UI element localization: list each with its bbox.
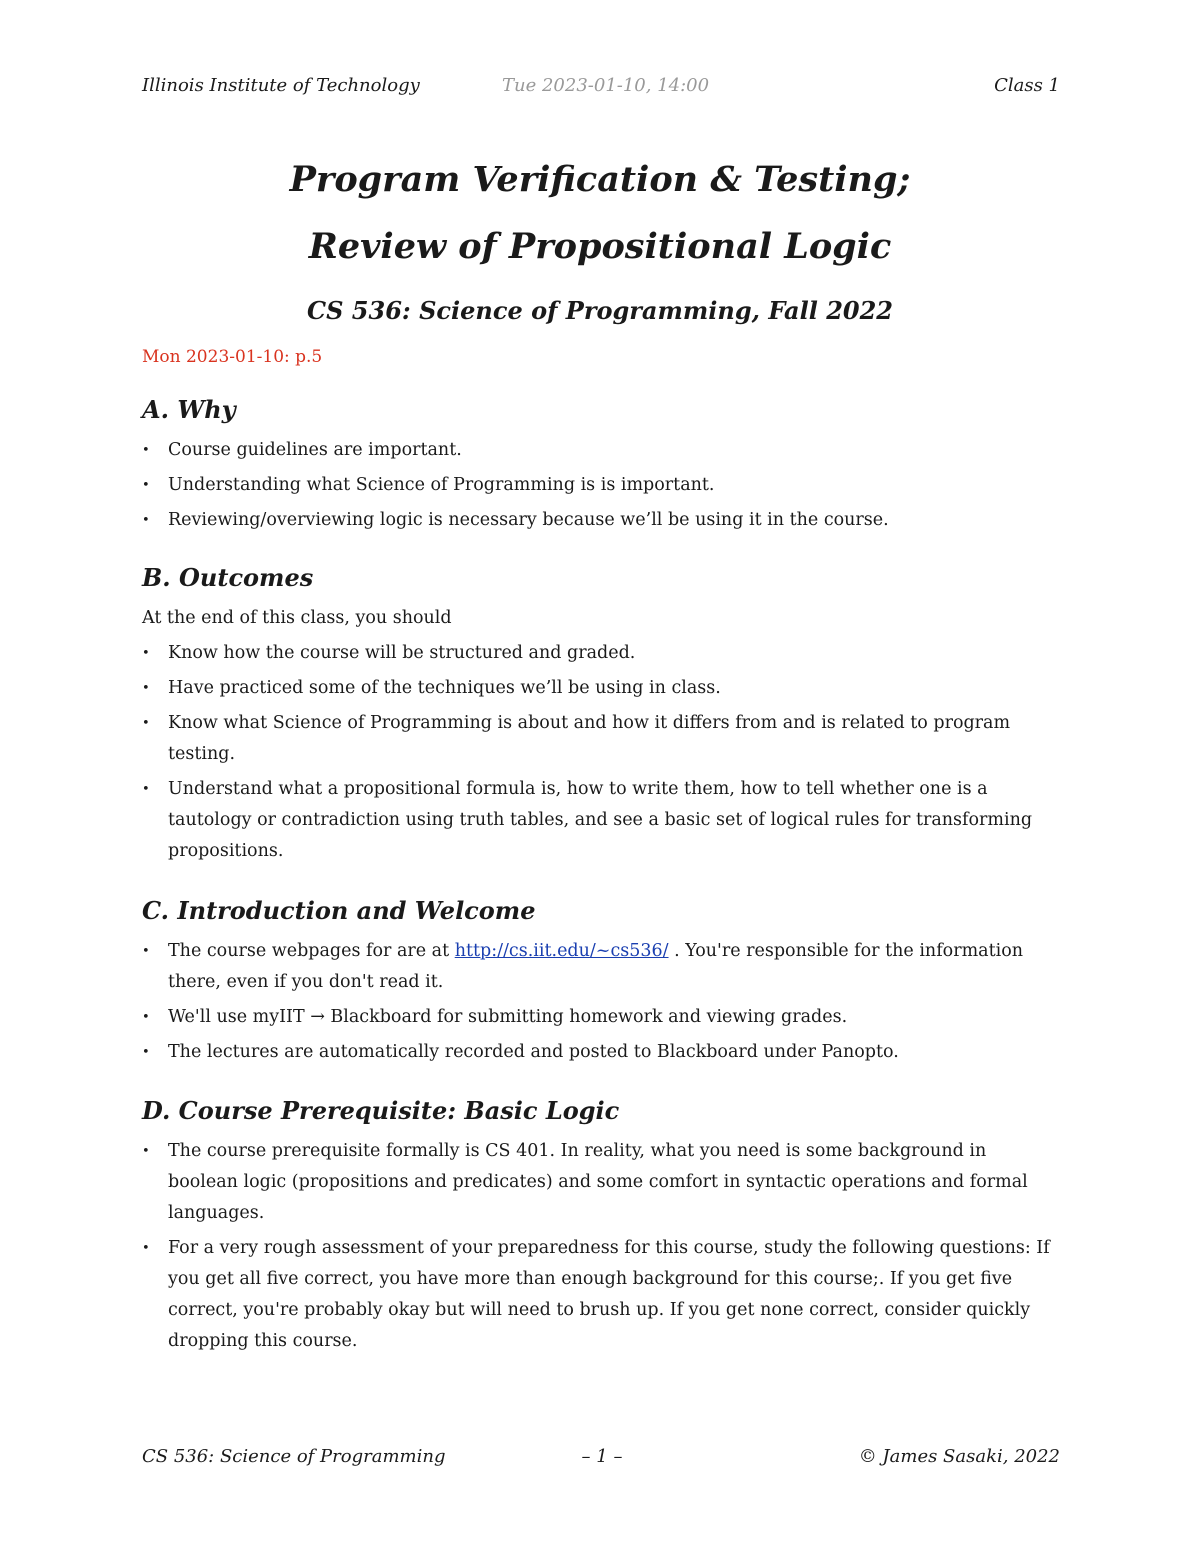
title-line-2: Review of Propositional Logic (308, 226, 892, 267)
section-outcomes (142, 561, 1060, 871)
bullet-icon: • (142, 782, 150, 797)
bullet-icon: • (142, 443, 150, 458)
webpage-text-after: . You're responsible for the information there, even if you don't read it. (168, 941, 1024, 992)
prerequisite-list (142, 1136, 1060, 1357)
course-subtitle: CS 536: Science of Programming, Fall 2022 (307, 296, 893, 325)
list-item-text: The course prerequisite formally is CS 401. In reality, what you need is some background in boolean logic (propositions and predicates) and some comfort in syntactic operations and formal languages. (168, 1141, 1028, 1223)
list-item (142, 470, 1060, 501)
list-item (142, 505, 1060, 536)
why-list (142, 435, 1060, 536)
bullet-icon: • (142, 1144, 150, 1159)
list-item-text: Have practiced some of the techniques we’ll be using in class. (168, 678, 721, 698)
date-note: Mon 2023-01-10: p.5 (142, 347, 323, 367)
list-item (142, 1002, 1060, 1033)
bullet-icon: • (142, 1045, 150, 1060)
list-item (142, 708, 1060, 770)
bullet-icon: • (142, 681, 150, 696)
list-item-text (168, 941, 1023, 992)
list-item-text: We'll use myIIT → Blackboard for submitting homework and viewing grades. (168, 1007, 848, 1027)
section-heading-outcomes: B. Outcomes (142, 563, 314, 592)
bullet-icon: • (142, 1241, 150, 1256)
header-institution: Illinois Institute of Technology (142, 74, 420, 96)
footer-page-number: – 1 – (581, 1445, 623, 1467)
section-heading-introduction: C. Introduction and Welcome (142, 896, 536, 925)
list-item (142, 638, 1060, 669)
section-heading-prerequisite: D. Course Prerequisite: Basic Logic (142, 1096, 620, 1125)
list-item (142, 1136, 1060, 1229)
bullet-icon: • (142, 1010, 150, 1025)
footer-course: CS 536: Science of Programming (142, 1445, 446, 1467)
footer-copyright: © James Sasaki, 2022 (858, 1445, 1060, 1467)
bullet-icon: • (142, 513, 150, 528)
bullet-icon: • (142, 646, 150, 661)
introduction-list (142, 936, 1060, 1068)
header-class-label: Class 1 (994, 74, 1060, 96)
list-item (142, 1037, 1060, 1068)
list-item (142, 673, 1060, 704)
list-item-text: The lectures are automatically recorded and posted to Blackboard under Panopto. (168, 1042, 899, 1062)
section-prerequisite (142, 1094, 1060, 1361)
section-heading-why: A. Why (142, 395, 236, 424)
list-item (142, 774, 1060, 867)
bullet-icon: • (142, 716, 150, 731)
section-introduction (142, 894, 1060, 1072)
course-webpage-link[interactable]: http://cs.iit.edu/~cs536/ (454, 941, 669, 961)
list-item-text: Understanding what Science of Programming is is important. (168, 475, 715, 495)
list-item-text: Know how the course will be structured and graded. (168, 643, 636, 663)
running-header (142, 72, 1060, 98)
running-footer (142, 1443, 1060, 1469)
list-item-text: Course guidelines are important. (168, 440, 462, 460)
list-item-text: Reviewing/overviewing logic is necessary because we’ll be using it in the course. (168, 510, 889, 530)
header-datetime: Tue 2023-01-10, 14:00 (502, 74, 710, 96)
list-item-text: For a very rough assessment of your preparedness for this course, study the following questions: If you get all five correct, you have more than enough background for this course;. If you get five correct, you're probably okay but will need to brush up. If you get none correct, consider quickly dropping this course. (168, 1238, 1050, 1351)
title-line-1: Program Verification & Testing; (289, 159, 911, 200)
list-item (142, 936, 1060, 998)
list-item-text: Understand what a propositional formula is, how to write them, how to tell whether one is a tautology or contradiction using truth tables, and see a basic set of logical rules for transforming propositions. (168, 779, 1033, 861)
outcomes-intro: At the end of this class, you should (142, 608, 452, 628)
list-item-text: Know what Science of Programming is about and how it differs from and is related to program testing. (168, 713, 1011, 764)
outcomes-list (142, 638, 1060, 867)
bullet-icon: • (142, 478, 150, 493)
list-item (142, 1233, 1060, 1357)
list-item (142, 435, 1060, 466)
bullet-icon: • (142, 944, 150, 959)
section-why (142, 393, 1060, 540)
webpage-text-before: The course webpages for are at (168, 941, 455, 961)
